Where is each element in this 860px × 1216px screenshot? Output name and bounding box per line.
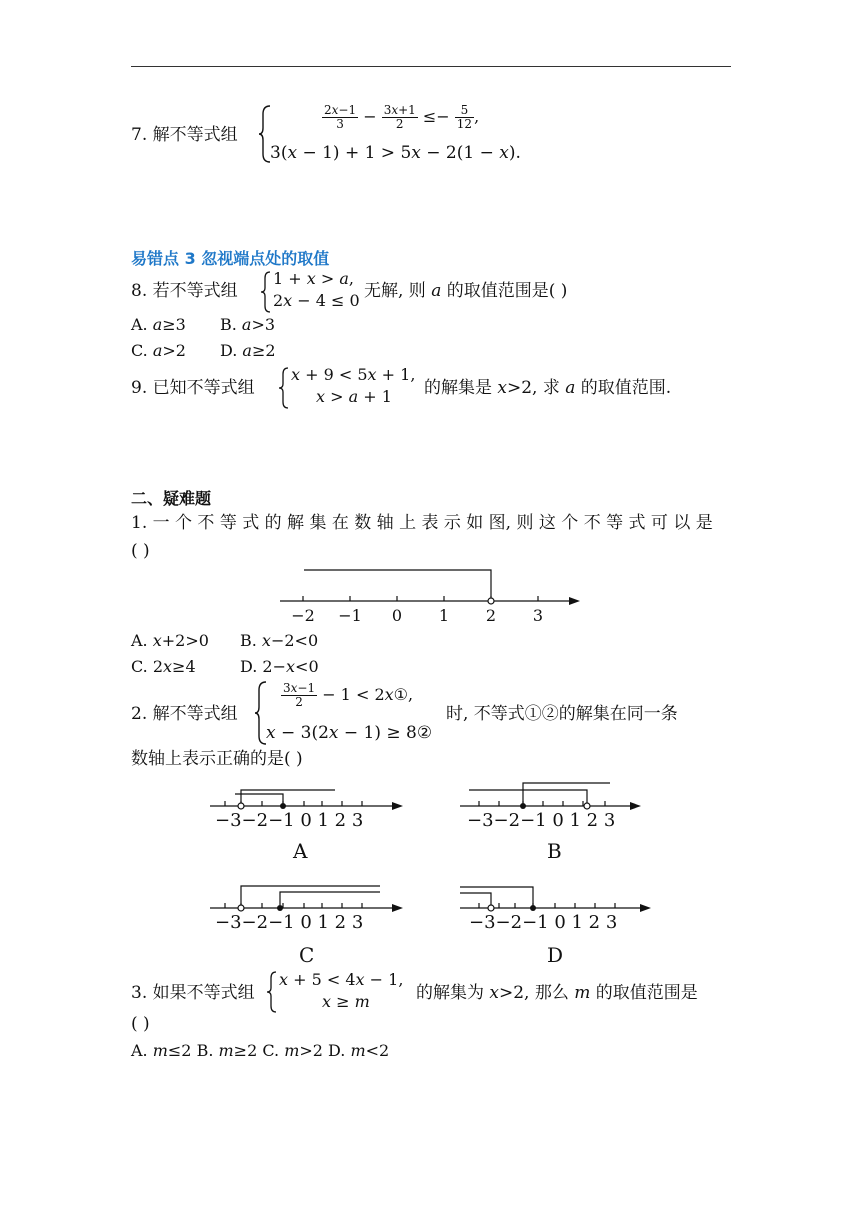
q9-brace	[278, 366, 290, 410]
p2-fig-c-ticks: −3−2−1 0 1 2 3	[215, 912, 364, 933]
p3-brace	[266, 970, 278, 1014]
p2-row2: 𝑥 − 3(2𝑥 − 1) ≥ 8②	[266, 723, 433, 743]
p3-line2: ( )	[131, 1014, 150, 1034]
p1-option-a: A. 𝑥+2>0	[131, 631, 209, 650]
p2-figure-d	[455, 882, 655, 968]
q8-label: 8. 若不等式组	[131, 281, 238, 301]
p1-line2: ( )	[131, 541, 150, 561]
p3-tail: 的解集为 𝑥>2, 那么 𝑚 的取值范围是	[416, 983, 698, 1003]
q7-row2: 3(𝑥 − 1) + 1 > 5𝑥 − 2(1 − 𝑥).	[270, 143, 521, 163]
p2-row1: $\frac{\text{3𝑥−1}}{2}$ − 1 < 2𝑥①,	[283, 681, 414, 709]
p2-figure-a	[205, 786, 410, 866]
p2-figure-c	[205, 882, 410, 968]
p1-option-c: C. 2𝑥≥4	[131, 657, 196, 676]
section-title-3: 易错点 3 忽视端点处的取值	[131, 249, 330, 268]
p1-tick-label: 3	[532, 606, 544, 625]
p2-fig-d-label: D	[547, 943, 564, 967]
p2-label: 2. 解不等式组	[131, 704, 238, 724]
q7-frac3: $\frac{5}{12}$	[456, 103, 473, 131]
q9-tail: 的解集是 𝑥>2, 求 𝑎 的取值范围.	[424, 378, 672, 398]
p2-figure-b	[455, 778, 655, 866]
p1-number-line	[280, 565, 585, 627]
p1-tick-label: 1	[438, 606, 450, 625]
p2-fig-b-label: B	[547, 839, 562, 863]
q8-option-c: C. 𝑎>2	[131, 341, 186, 360]
header-rule	[131, 66, 731, 67]
p2-fig-d-ticks: −3−2−1 0 1 2 3	[469, 912, 618, 933]
q9-row2: 𝑥 > 𝑎 + 1	[316, 387, 392, 406]
q9-row1: 𝑥 + 9 < 5𝑥 + 1,	[291, 365, 416, 384]
p2-fig-a-label: A	[293, 839, 308, 863]
q8-row2: 2𝑥 − 4 ≤ 0	[273, 291, 360, 310]
q7-row1: $\frac{\text{2𝑥−1}}{3}$ − $\frac{\text{3𝑥+1}}{2}$ ≤− $\frac{5}{12}$ ,	[324, 103, 480, 131]
p1-line1: 1. 一 个 不 等 式 的 解 集 在 数 轴 上 表 示 如 图, 则 这 个 不 等 式 可 以 是	[131, 513, 713, 533]
q7-frac2: $\frac{\text{3𝑥+1}}{2}$	[383, 103, 416, 131]
q9-label: 9. 已知不等式组	[131, 378, 255, 398]
p3-options: A. 𝑚≤2 B. 𝑚≥2 C. 𝑚>2 D. 𝑚<2	[131, 1041, 390, 1060]
p2-frac: $\frac{\text{3𝑥−1}}{2}$	[283, 681, 316, 709]
p2-fig-b-ticks: −3−2−1 0 1 2 3	[467, 810, 616, 831]
p1-tick-label: −2	[291, 606, 315, 625]
p3-row2: 𝑥 ≥ 𝑚	[322, 992, 370, 1011]
q8-option-b: B. 𝑎>3	[220, 315, 276, 334]
p1-tick-label: −1	[338, 606, 362, 625]
q8-option-d: D. 𝑎≥2	[220, 341, 276, 360]
p2-tail: 时, 不等式①②的解集在同一条	[446, 704, 678, 724]
p3-label: 3. 如果不等式组	[131, 983, 255, 1003]
q7-frac1: $\frac{\text{2𝑥−1}}{3}$	[324, 103, 357, 131]
p1-tick-label: 0	[391, 606, 403, 625]
section-title-difficult: 二、疑难题	[131, 489, 212, 508]
p1-option-d: D. 2−𝑥<0	[240, 657, 319, 676]
q8-row1: 1 + 𝑥 > 𝑎,	[273, 269, 354, 288]
p2-line2: 数轴上表示正确的是( )	[131, 749, 303, 769]
p1-option-b: B. 𝑥−2<0	[240, 631, 319, 650]
p1-tick-label: 2	[485, 606, 497, 625]
q8-option-a: A. 𝑎≥3	[131, 315, 186, 334]
p2-fig-a-ticks: −3−2−1 0 1 2 3	[215, 810, 364, 831]
q8-tail: 无解, 则 𝑎 的取值范围是( )	[364, 281, 568, 301]
q7-label: 7. 解不等式组	[131, 125, 238, 145]
p3-row1: 𝑥 + 5 < 4𝑥 − 1,	[279, 970, 404, 989]
p2-fig-c-label: C	[299, 943, 315, 967]
q8-brace	[260, 270, 272, 314]
